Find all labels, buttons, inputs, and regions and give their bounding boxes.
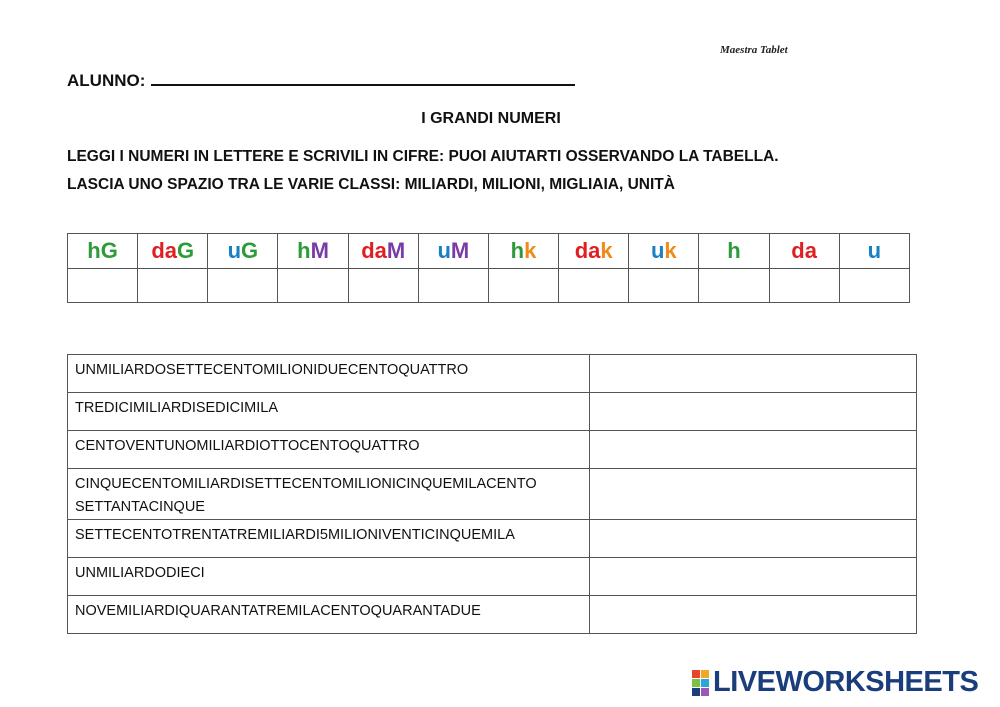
place-value-cell (559, 234, 629, 269)
place-value-cell (699, 234, 769, 269)
logo-square-icon (692, 679, 700, 687)
exercise-row (68, 558, 917, 596)
place-value-prefix: h (510, 238, 525, 263)
place-value-blank-cell[interactable] (348, 269, 418, 303)
place-value-prefix: da (361, 238, 387, 263)
logo-square-icon (701, 688, 709, 696)
place-value-prefix: u (437, 238, 451, 263)
place-value-prefix: da (791, 238, 817, 263)
place-value-cell (68, 234, 138, 269)
worksheet-title: I GRANDI NUMERI (421, 110, 561, 127)
answer-input[interactable] (590, 433, 916, 450)
logo-text: LIVEWORKSHEETS (713, 666, 979, 698)
place-value-blank-cell[interactable] (769, 269, 839, 303)
place-value-prefix: u (227, 238, 242, 263)
student-name-row (67, 70, 575, 91)
answer-input[interactable] (590, 395, 916, 412)
exercise-text: SETTECENTOTRENTATREMILIARDI5MILIONIVENTICINQUEMILA (68, 520, 590, 558)
place-value-blank-cell[interactable] (629, 269, 699, 303)
place-value-cell (418, 234, 488, 269)
place-value-blank-cell[interactable] (559, 269, 629, 303)
place-value-prefix: da (574, 238, 601, 263)
place-value-prefix: h (87, 238, 101, 263)
place-value-cell (769, 234, 839, 269)
answer-input[interactable] (590, 522, 916, 539)
place-value-prefix: h (297, 238, 311, 263)
logo-square-icon (692, 670, 700, 678)
answer-cell (590, 558, 917, 596)
place-value-suffix: G (177, 238, 195, 263)
exercise-text: UNMILIARDOSETTECENTOMILIONIDUECENTOQUATTRO (68, 355, 590, 393)
exercise-text: CINQUECENTOMILIARDISETTECENTOMILIONICINQUEMILACENTO SETTANTACINQUE (68, 469, 590, 520)
place-value-prefix: h (727, 238, 741, 263)
exercise-row (68, 393, 917, 431)
answer-cell (590, 355, 917, 393)
exercise-row (68, 431, 917, 469)
place-value-cell (629, 234, 699, 269)
answer-cell (590, 431, 917, 469)
place-value-suffix: k (664, 238, 677, 263)
answer-input[interactable] (590, 560, 916, 577)
exercise-text: NOVEMILIARDIQUARANTATREMILACENTOQUARANTADUE (68, 596, 590, 634)
exercise-row (68, 520, 917, 558)
place-value-blank-cell[interactable] (699, 269, 769, 303)
exercise-text: UNMILIARDODIECI (68, 558, 590, 596)
exercise-text: TREDICIMILIARDISEDICIMILA (68, 393, 590, 431)
place-value-suffix: M (450, 238, 470, 263)
answer-input[interactable] (590, 357, 916, 374)
place-value-cell (839, 234, 909, 269)
place-value-prefix: u (650, 238, 665, 263)
place-value-blank-cell[interactable] (278, 269, 348, 303)
place-value-blank-row (68, 269, 910, 303)
exercise-row (68, 469, 917, 520)
answer-cell (590, 469, 917, 520)
credit-text: Maestra Tablet (720, 44, 788, 56)
answer-cell (590, 393, 917, 431)
place-value-cell (138, 234, 208, 269)
place-value-suffix: M (310, 238, 329, 263)
place-value-prefix: u (867, 238, 882, 263)
place-value-blank-cell[interactable] (418, 269, 488, 303)
place-value-cell (488, 234, 558, 269)
place-value-header-row (68, 234, 910, 269)
place-value-prefix: da (151, 238, 178, 263)
student-name-label: ALUNNO: (67, 71, 146, 90)
exercise-row (68, 596, 917, 634)
answer-cell (590, 596, 917, 634)
logo-square-icon (692, 688, 700, 696)
logo-mark-icon (692, 670, 709, 696)
exercise-text: CENTOVENTUNOMILIARDIOTTOCENTOQUATTRO (68, 431, 590, 469)
exercise-table (67, 354, 917, 634)
place-value-suffix: M (386, 238, 406, 263)
place-value-suffix: G (100, 238, 118, 263)
student-name-line[interactable] (151, 70, 575, 86)
place-value-cell (278, 234, 348, 269)
place-value-blank-cell[interactable] (488, 269, 558, 303)
place-value-blank-cell[interactable] (138, 269, 208, 303)
place-value-blank-cell[interactable] (839, 269, 909, 303)
place-value-suffix: G (241, 238, 259, 263)
answer-input[interactable] (590, 471, 916, 488)
place-value-suffix: k (524, 238, 537, 263)
place-value-blank-cell[interactable] (68, 269, 138, 303)
instruction-line-1: LEGGI I NUMERI IN LETTERE E SCRIVILI IN CIFRE: PUOI AIUTARTI OSSERVANDO LA TABELLA. (67, 148, 779, 165)
liveworksheets-logo (692, 666, 978, 699)
place-value-cell (348, 234, 418, 269)
exercise-row (68, 355, 917, 393)
place-value-cell (208, 234, 278, 269)
answer-cell (590, 520, 917, 558)
place-value-suffix: k (600, 238, 613, 263)
logo-square-icon (701, 670, 709, 678)
instruction-line-2: LASCIA UNO SPAZIO TRA LE VARIE CLASSI: MILIARDI, MILIONI, MIGLIAIA, UNITÀ (67, 176, 675, 193)
place-value-blank-cell[interactable] (208, 269, 278, 303)
place-value-table (67, 233, 910, 303)
answer-input[interactable] (590, 598, 916, 615)
logo-square-icon (701, 679, 709, 687)
